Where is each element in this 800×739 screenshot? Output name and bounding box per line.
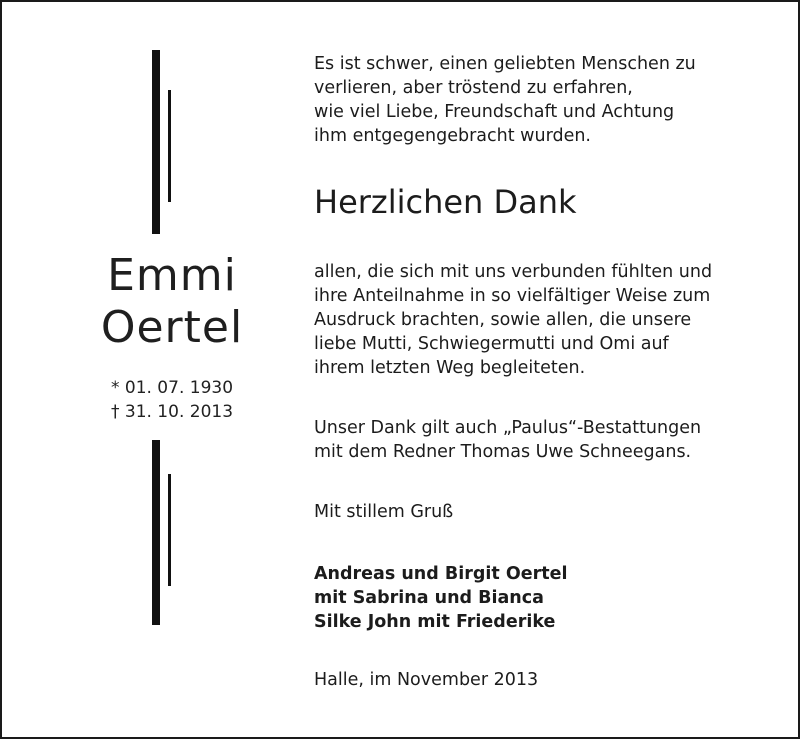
signers [314, 562, 784, 634]
signer-line: mit Sabrina und Bianca [314, 588, 544, 608]
place-date [314, 668, 784, 692]
deceased-last-name: Oertel [100, 302, 244, 353]
decorative-bar-bottom-thick [152, 440, 160, 625]
thanks-line: ihre Anteilnahme in so vielfältiger Weise zum [314, 286, 711, 306]
intro-line: verlieren, aber tröstend zu erfahren, [314, 78, 633, 98]
special-thanks-line: mit dem Redner Thomas Uwe Schneegans. [314, 442, 692, 462]
thanks-line: liebe Mutti, Schwiegermutti und Omi auf [314, 334, 669, 354]
intro-line: ihm entgegengebracht wurden. [314, 126, 591, 146]
intro-line: wie viel Liebe, Freundschaft und Achtung [314, 102, 675, 122]
thanks-line: allen, die sich mit uns verbunden fühlten und [314, 262, 713, 282]
greeting-text: Mit stillem Gruß [314, 502, 454, 522]
signer-line: Andreas und Birgit Oertel [314, 564, 568, 584]
intro-paragraph [314, 52, 784, 148]
greeting [314, 500, 784, 524]
deceased-first-name: Emmi [107, 250, 237, 301]
death-date: † 31. 10. 2013 [110, 402, 234, 422]
thanks-line: Ausdruck brachten, sowie allen, die unsere [314, 310, 692, 330]
place-date-text: Halle, im November 2013 [314, 670, 539, 690]
life-dates [62, 376, 282, 424]
thanks-heading: Herzlichen Dank [314, 183, 577, 221]
intro-line: Es ist schwer, einen geliebten Menschen zu [314, 54, 696, 74]
decorative-bar-top-thin [168, 90, 171, 202]
special-thanks-line: Unser Dank gilt auch „Paulus“-Bestattungen [314, 418, 702, 438]
birth-date: * 01. 07. 1930 [110, 378, 234, 398]
signer-line: Silke John mit Friederike [314, 612, 556, 632]
decorative-bar-bottom-thin [168, 474, 171, 586]
thanks-paragraph [314, 260, 784, 380]
thanks-line: ihrem letzten Weg begleiteten. [314, 358, 586, 378]
deceased-name [62, 250, 282, 354]
special-thanks-paragraph [314, 416, 784, 464]
decorative-bar-top-thick [152, 50, 160, 234]
